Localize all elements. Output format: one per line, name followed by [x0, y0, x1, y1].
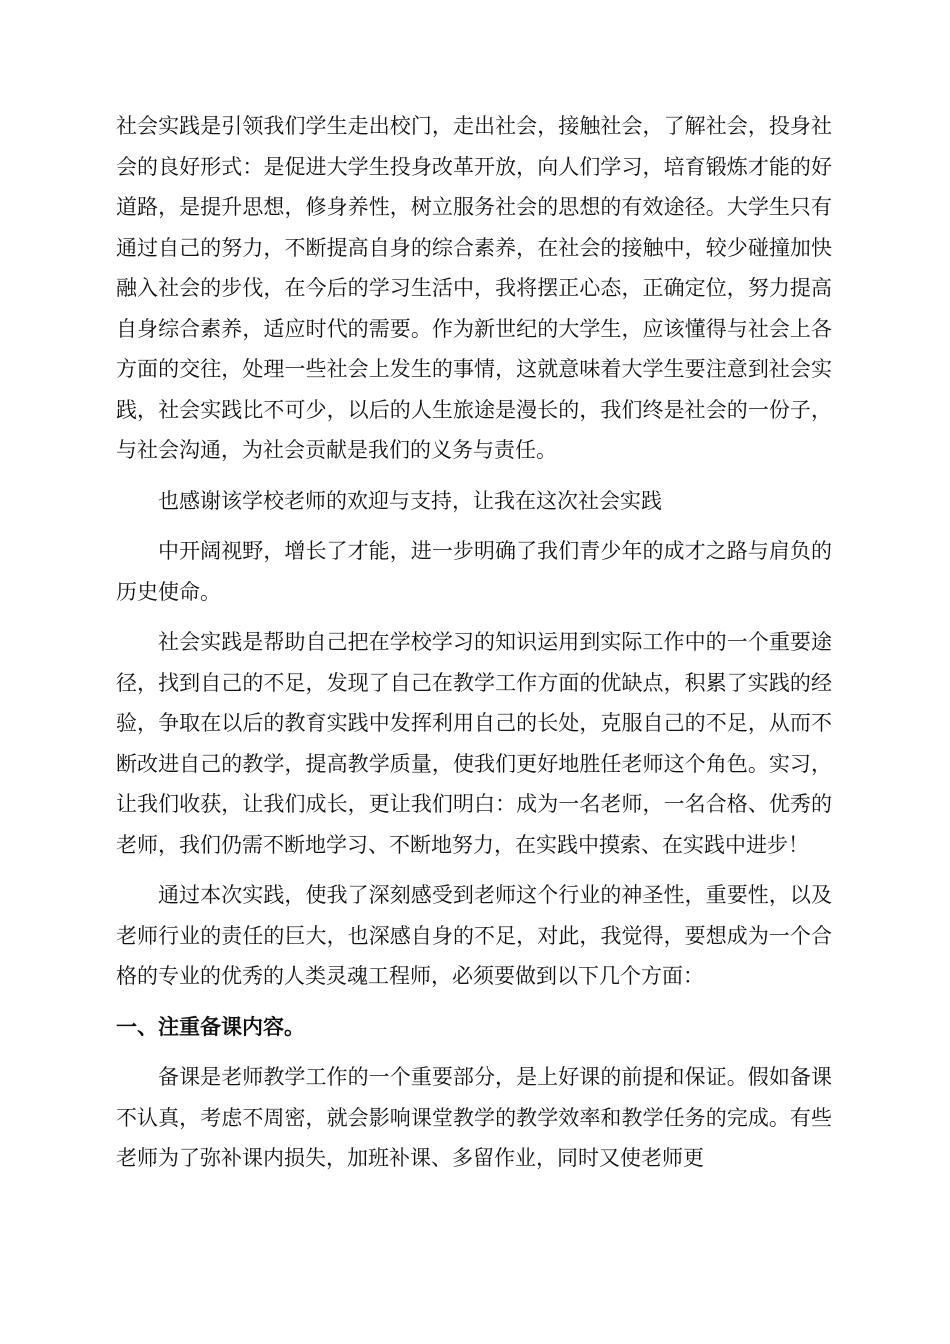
document-body — [116, 106, 832, 1189]
section-heading-lesson-prep: 一、注重备课内容。 — [116, 1014, 305, 1039]
paragraph-practice-importance: 社会实践是帮助自己把在学校学习的知识运用到实际工作中的一个重要途径，找到自己的不足，发现了自己在教学工作方面的优缺点，积累了实践的经验，争取在以后的教育实践中发挥利用自己的长处，克服自己的不足，从而不断改进自己的教学，提高教学质量，使我们更好地胜任老师这个角色。实习，让我们收获，让我们成长，更让我们明白：成为一名老师，一名合格、优秀的老师，我们仍需不断地学习、不断地努力，在实践中摸索、在实践中进步！ — [116, 630, 832, 857]
paragraph-reflection: 通过本次实践，使我了深刻感受到老师这个行业的神圣性，重要性，以及老师行业的责任的巨大，也深感自身的不足，对此，我觉得，要想成为一个合格的专业的优秀的人类灵魂工程师，必须要做到以下几个方面： — [116, 883, 832, 988]
paragraph-social-practice-intro: 社会实践是引领我们学生走出校门，走出社会，接触社会，了解社会，投身社会的良好形式：是促进大学生投身改革开放，向人们学习，培育锻炼才能的好道路，是提升思想，修身养性，树立服务社会的思想的有效途径。大学生只有通过自己的努力，不断提高自身的综合素养，在社会的接触中，较少碰撞加快融入社会的步伐，在今后的学习生活中，我将摆正心态，正确定位，努力提高自身综合素养，适应时代的需要。作为新世纪的大学生，应该懂得与社会上各方面的交往，处理一些社会上发生的事情，这就意味着大学生要注意到社会实践，社会实践比不可少，以后的人生旅途是漫长的，我们终是社会的一份子，与社会沟通，为社会贡献是我们的义务与责任。 — [116, 114, 832, 462]
paragraph-thanks-teachers: 也感谢该学校老师的欢迎与支持，让我在这次社会实践 — [158, 488, 662, 513]
paragraph-lesson-prep: 备课是老师教学工作的一个重要部分，是上好课的前提和保证。假如备课不认真，考虑不周密，就会影响课堂教学的教学效率和教学任务的完成。有些老师为了弥补课内损失，加班补课、多留作业，同时又使老师更 — [116, 1065, 832, 1170]
paragraph-broaden-horizons: 中开阔视野，增长了才能，进一步明确了我们青少年的成才之路与肩负的历史使命。 — [116, 539, 832, 604]
